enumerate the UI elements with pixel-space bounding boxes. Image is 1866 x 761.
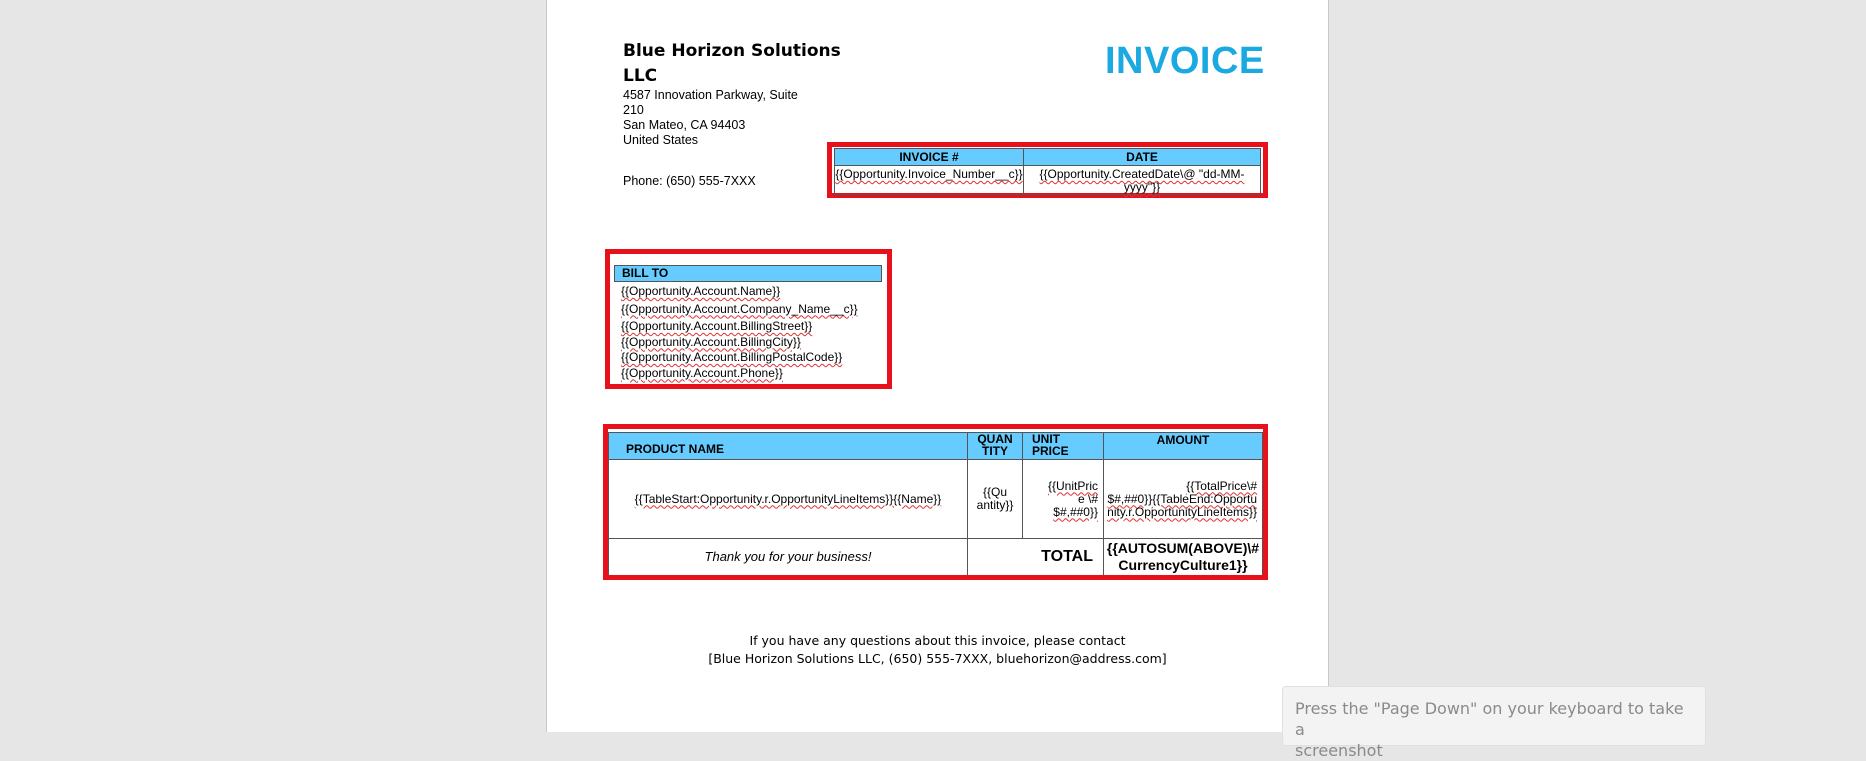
invoice-meta-table <box>834 148 1261 195</box>
document-page <box>546 0 1329 732</box>
company-address: 4587 Innovation Parkway, Suite 210 San Mateo, CA 94403 United States <box>623 88 798 147</box>
footer-contact-details: [Blue Horizon Solutions LLC, (650) 555-7XXX, bluehorizon@address.com] <box>708 651 1167 666</box>
screenshot-hint-tooltip: Press the "Page Down" on your keyboard to take a screenshot <box>1282 686 1706 746</box>
bill-to-header: BILL TO <box>614 265 882 282</box>
amount-header: AMOUNT <box>1104 433 1263 460</box>
line-items-highlight <box>603 424 1268 580</box>
bill-to-highlight <box>605 249 892 389</box>
unit-price-field[interactable]: {{UnitPric e \# $#,##0}} <box>1023 460 1104 539</box>
thank-you-note: Thank you for your business! <box>609 539 968 575</box>
invoice-meta-highlight <box>827 142 1268 198</box>
amount-field[interactable]: {{TotalPrice\# $#,##0}}{{TableEnd:Opportu nity.r.OpportunityLineItems}} <box>1104 460 1263 539</box>
product-name-field[interactable]: {{TableStart:Opportunity.r.OpportunityLineItems}}{{Name}} <box>609 460 968 539</box>
quantity-header: QUAN TITY <box>968 433 1023 460</box>
bill-to-account-name[interactable]: {{Opportunity.Account.Name}} <box>621 284 781 298</box>
date-header: DATE <box>1024 149 1261 166</box>
unit-price-header: UNIT PRICE <box>1023 433 1104 460</box>
quantity-field[interactable]: {{Qu antity}} <box>968 460 1023 539</box>
bill-to-street[interactable]: {{Opportunity.Account.BillingStreet}} <box>621 319 813 333</box>
total-label: TOTAL <box>968 539 1104 575</box>
bill-to-city[interactable]: {{Opportunity.Account.BillingCity}} <box>621 334 801 349</box>
company-name: Blue Horizon Solutions LLC <box>623 41 841 86</box>
company-phone: Phone: (650) 555-7XXX <box>623 174 756 188</box>
invoice-number-header: INVOICE # <box>835 149 1024 166</box>
bill-to-phone[interactable]: {{Opportunity.Account.Phone}} <box>621 365 783 380</box>
date-field[interactable]: {{Opportunity.CreatedDate\@ "dd-MM-yyyy"}} <box>1024 166 1261 195</box>
bill-to-fields <box>614 284 889 381</box>
bill-to-postal-code[interactable]: {{Opportunity.Account.BillingPostalCode}} <box>621 350 843 364</box>
product-name-header: PRODUCT NAME <box>609 433 968 460</box>
footer-contact-prompt: If you have any questions about this invoice, please contact <box>749 633 1126 648</box>
invoice-title: INVOICE <box>1105 40 1265 82</box>
total-field[interactable]: {{AUTOSUM(ABOVE)\# CurrencyCulture1}} <box>1104 539 1263 575</box>
bill-to-company-name[interactable]: {{Opportunity.Account.Company_Name__c}} <box>621 301 858 316</box>
invoice-number-field[interactable]: {{Opportunity.Invoice_Number__c}} <box>835 166 1024 195</box>
line-items-table <box>608 432 1263 575</box>
